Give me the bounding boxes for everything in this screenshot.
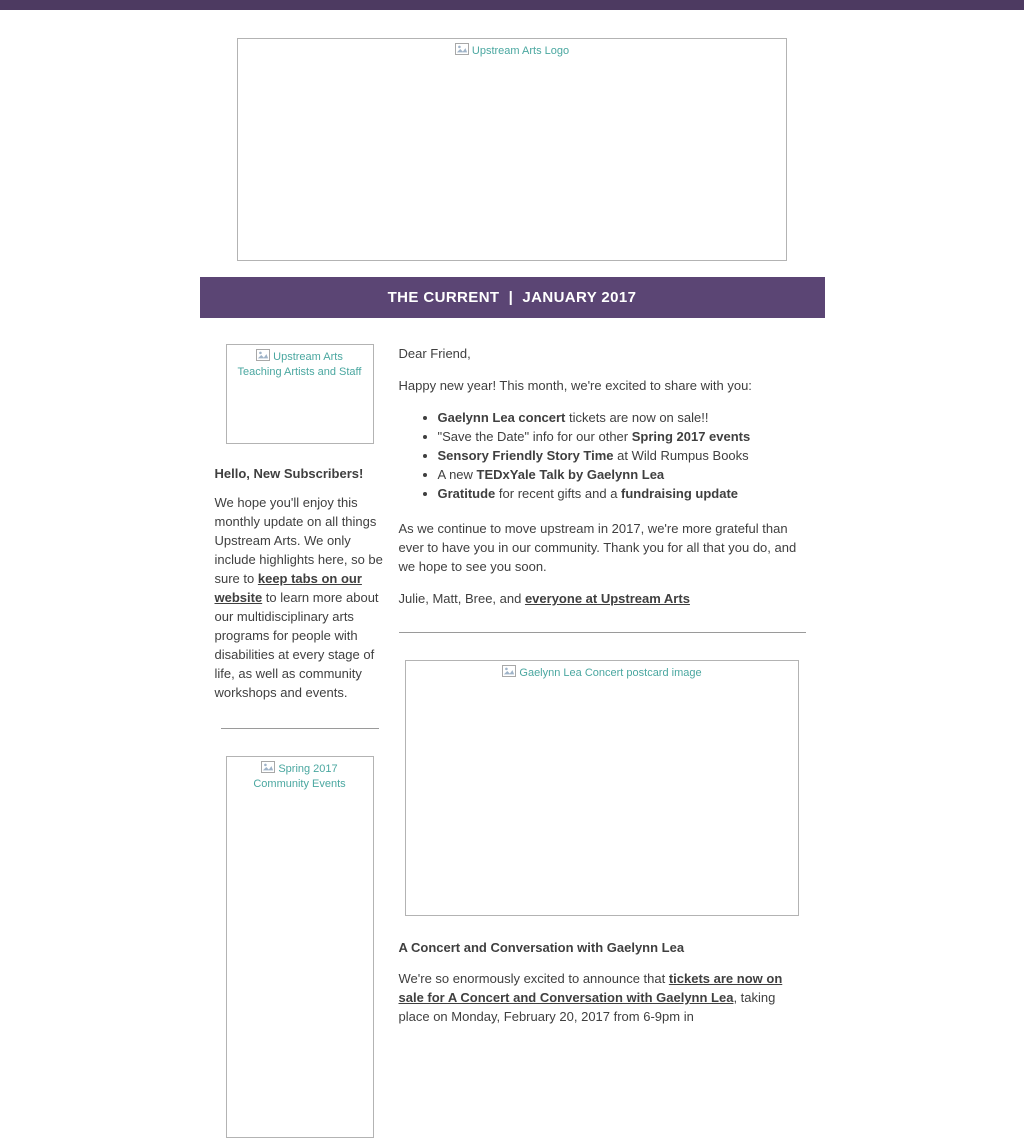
concert-text: , taking place on Monday, February 20, 2017 from 6-9pm in: [398, 990, 776, 1024]
logo-alt-text: [238, 39, 786, 59]
gratitude-paragraph: As we continue to move upstream in 2017, we're more grateful than ever to have you in our community. Thank you for all that you do, and we hope to see you soon.: [398, 521, 797, 574]
list-item-save-the-date: • "Save the Date" info for our other Spring 2017 events: [438, 427, 806, 446]
website-link[interactable]: keep tabs on our website: [214, 571, 362, 605]
events-alt-text: [227, 757, 373, 792]
postcard-alt-label: Gaelynn Lea Concert postcard image: [519, 667, 702, 679]
events-image-placeholder[interactable]: [226, 756, 374, 1138]
sidebar-paragraph-text: We hope you'll enjoy this monthly update on all things Upstream Arts. We only include highlights here, so be sure to: [214, 495, 383, 586]
staff-image-placeholder[interactable]: [226, 344, 374, 444]
left-sidebar: [215, 344, 385, 1138]
broken-image-icon: [256, 349, 270, 361]
top-accent-bar: [0, 0, 1024, 10]
concert-text: We're so enormously excited to announce that: [398, 971, 669, 986]
logo-alt-label: Upstream Arts Logo: [471, 45, 570, 57]
highlights-list: [399, 408, 806, 503]
intro-line: Happy new year! This month, we're excited to share with you:: [398, 378, 752, 393]
list-item-concert: • Gaelynn Lea concert tickets are now on sale!!: [438, 408, 806, 427]
list-item-gratitude: • Gratitude for recent gifts and a fundraising update: [438, 484, 806, 503]
banner-title: THE CURRENT | JANUARY 2017: [387, 289, 637, 306]
newsletter-title-banner: [200, 277, 825, 318]
logo-image-placeholder[interactable]: [237, 38, 787, 261]
postcard-image-placeholder[interactable]: [405, 660, 799, 916]
greeting: Dear Friend,: [398, 346, 471, 361]
staff-alt-label: Upstream Arts Teaching Artists and Staff: [237, 351, 362, 378]
main-column: [399, 344, 806, 1138]
concert-paragraph: [399, 969, 806, 1026]
content-columns: [200, 318, 825, 1138]
broken-image-icon: [261, 761, 275, 773]
upstream-arts-link[interactable]: everyone at Upstream Arts: [524, 591, 690, 606]
email-body: [200, 38, 825, 1138]
list-item-tedx-talk: • A new TEDxYale Talk by Gaelynn Lea: [438, 465, 806, 484]
signoff-text: Julie, Matt, Bree, and: [398, 591, 525, 606]
list-item-story-time: • Sensory Friendly Story Time at Wild Rumpus Books: [438, 446, 806, 465]
section-divider: [399, 632, 806, 633]
postcard-alt-text: [406, 661, 798, 681]
sidebar-heading: Hello, New Subscribers!: [214, 466, 364, 481]
events-alt-label: Spring 2017 Community Events: [253, 763, 346, 790]
staff-alt-text: [227, 345, 373, 380]
tickets-link[interactable]: tickets are now on sale for A Concert and Conversation with Gaelynn Lea: [398, 971, 783, 1005]
sidebar-divider: [221, 728, 379, 729]
signoff-line: [399, 589, 806, 608]
sidebar-paragraph: [215, 493, 385, 702]
sidebar-paragraph-text: to learn more about our multidisciplinary arts programs for people with disabilities at every stage of life, as well as community workshops and events.: [214, 590, 379, 700]
broken-image-icon: [502, 665, 516, 677]
broken-image-icon: [455, 43, 469, 55]
concert-heading: A Concert and Conversation with Gaelynn Lea: [398, 940, 685, 955]
